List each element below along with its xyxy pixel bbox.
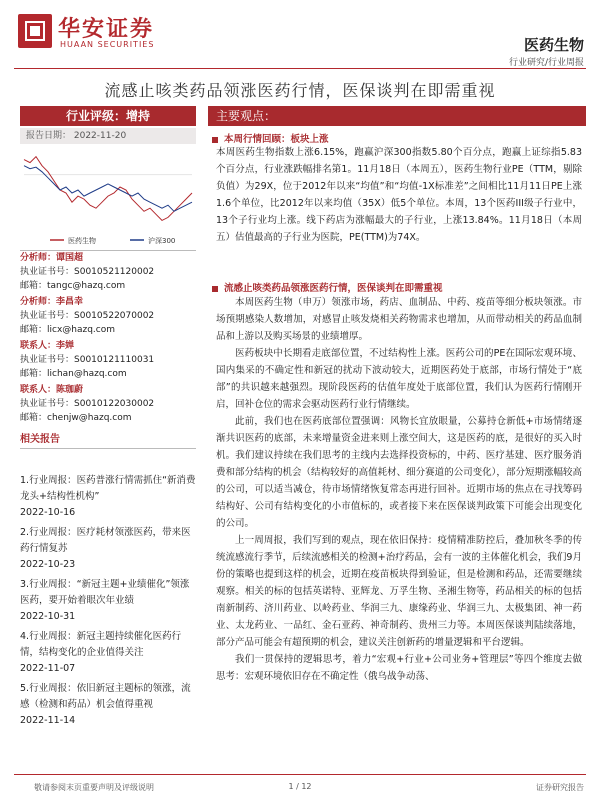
paragraph: 上一周周报，我们写到的观点，现在依旧保持：疫情精准防控后，叠加秋冬季的传统流感流行季节，后续流感相关的检测+治疗药品，会有一波的主体催化机会，我们9月份的策略也提到这样的机会，近期在疫苗板块得到验证，但是检测和药品，还需要继续观察。相关的标的包括英诺特、亚辉龙、万孚生物、圣湘生物等，药品相关的标的包括南新制药、济川药业、以岭药业、华润三九、康缘药业、华润三九、太极集团、神一药业、太龙药业、一品红、金石亚药、神奇制药、贵州三力等。本周医保谈判陆续落地，部分产品可能会有超预期的机会，建议关注创新药的增量逻辑和平台逻辑。 [216, 535, 582, 648]
analyst-email[interactable]: 邮箱：lichan@hazq.com [20, 369, 127, 379]
related-report-text: 5.行业周报：依旧新冠主题标的领涨，流感（检测和药品）机会值得重视 [20, 683, 191, 710]
paragraph: 本周医药生物（申万）领涨市场，药店、血制品、中药、疫苗等细分板块领涨。市场预期感染人数增加，对感冒止咳发烧相关药物需求也增加，从而带动相关的药品血制品和上游以及购买场景的业绩增厚。 [216, 297, 582, 342]
legend-label: 沪深300 [148, 237, 176, 245]
paragraph: 我们一贯保持的逻辑思考，着力“宏观+行业+公司业务+管理层”等四个维度去做思考：宏观环境依旧存在不确定性（俄乌战争动荡、 [216, 654, 582, 682]
bullet-square-icon [212, 286, 218, 292]
analyst-name: 分析师：李昌幸 [20, 297, 84, 307]
analyst-name: 分析师：谭国超 [20, 253, 84, 263]
section-body [216, 144, 582, 246]
logo-icon [18, 14, 52, 48]
section-body [216, 294, 582, 685]
section-heading [212, 131, 329, 145]
analyst-cert: 执业证书号：S0010521120002 [20, 267, 155, 277]
analyst-block [20, 340, 196, 381]
page-title: 流感止咳类药品领涨医药行情，医保谈判在即需重视 [104, 81, 496, 100]
report-type: 行业研究/行业周报 [508, 58, 584, 68]
related-report-text: 4.行业周报：新冠主题持续催化医药行情，结构变化的企业值得关注 [20, 631, 182, 658]
page-number: 1 / 12 [288, 782, 312, 791]
analyst-email[interactable]: 邮箱：tangc@hazq.com [20, 281, 126, 291]
bullet-square-icon [212, 137, 218, 143]
analyst-email[interactable]: 邮箱：chenjw@hazq.com [20, 413, 132, 423]
index-line-chart [20, 146, 196, 246]
paragraph: 本周医药生物指数上涨6.15%，跑赢沪深300指数5.80个百分点，跑赢上证综指5.83个百分点，行业涨跌幅排名第1。11月18日（本周五），医药生物行业PE（TTM，剔除负值）为29X，位于2012年以来“均值”和“均值-1X标准差”之间相比11月11日PE上涨1.6个单位，比2012年以来均值（35X）低5个单位。本周，13个医药III级子行业中，13个子行业均上涨。线下药店为涨幅最大的子行业，上涨13.84%。11月18日（本周五）估值最高的子行业为医院，PE(TTM)为74X。 [216, 147, 582, 243]
related-report-item[interactable] [20, 525, 196, 573]
paragraph: 此前，我们也在医药底部位置强调：风物长宜放眼量，公募持仓新低+市场情绪逐渐共识医药的底部，未来增量资金进来则上涨空间大，这是医药的底，是很好的买入时机。我们建议持续在我们思考的主线内去选择投资标的，中药、医疗基建、医疗服务消费和部分结构的机会（结构较好的高值耗材、细分赛道的公司变化），部分短期涨幅较高的公司，可以适当减仓，待市场情绪恢复常态再进行回补。近期市场的焦点在寻找筹码结构好、公司有结构变化的小市值标的，或者接下来在医保谈判政策下可能会出现变化的公司。 [216, 416, 582, 529]
series-line-0 [24, 157, 192, 221]
legend-label: 医药生物 [68, 237, 96, 245]
related-report-item[interactable] [20, 473, 196, 521]
disclaimer-note: 敬请参阅末页重要声明及评级说明 [34, 783, 154, 792]
footer-divider [14, 774, 586, 775]
analyst-block [20, 384, 196, 425]
report-category: 证券研究报告 [536, 783, 584, 792]
report-date [20, 128, 196, 144]
related-report-date: 2022-10-31 [20, 611, 76, 622]
related-title: 相关报告 [20, 430, 196, 449]
sidebar-divider [20, 250, 196, 251]
section-heading-text: 流感止咳类药品领涨医药行情，医保谈判在即需重视 [224, 283, 443, 294]
related-report-item[interactable] [20, 577, 196, 625]
main-points-bar [208, 106, 586, 126]
related-report-text: 2.行业周报：医疗耗材领涨医药，带来医药行情复苏 [20, 527, 191, 554]
rating-badge: 行业评级：增持 [20, 106, 196, 126]
analyst-block [20, 252, 196, 293]
section-heading-text: 本周行情回顾：板块上涨 [224, 134, 329, 145]
analyst-name: 联系人：陈珈蔚 [20, 385, 84, 395]
paragraph: 医药板块中长期看走底部位置，不过结构性上涨。医药公司的PE在国际宏观环境、国内集采的不确定性和新冠的扰动下波动较大，近期医药处于底部，市场行情处于“底部”的共识越来越强烈。现阶段医药的估值年度处于底部位置，我们认为医药行情刚开启，回补仓位的需求会驱动医药行业行情继续。 [216, 348, 582, 410]
analyst-email[interactable]: 邮箱：licx@hazq.com [20, 325, 116, 335]
analyst-name: 联系人：李婵 [20, 341, 75, 351]
logo-text: 华安证券 [58, 16, 155, 42]
analyst-cert: 执业证书号：S0010121110031 [20, 355, 155, 365]
related-report-text: 3.行业周报：“新冠主题+业绩催化”领涨医药，要开始着眼次年业绩 [20, 579, 190, 606]
related-report-text: 1.行业周报：医药普涨行情需抓住“新消费龙头+结构性机构” [20, 475, 196, 502]
analyst-block [20, 296, 196, 337]
related-report-date: 2022-10-23 [20, 559, 76, 570]
analyst-cert: 执业证书号：S0010522070002 [20, 311, 155, 321]
sector-name: 医药生物 [523, 36, 584, 54]
header-divider [14, 68, 586, 69]
main-points-label: 主要观点： [216, 109, 277, 123]
analyst-cert: 执业证书号：S0010122030002 [20, 399, 155, 409]
related-report-date: 2022-10-16 [20, 507, 76, 518]
series-line-1 [24, 166, 192, 212]
related-report-item[interactable] [20, 629, 196, 677]
related-report-item[interactable] [20, 681, 196, 729]
related-reports [20, 430, 196, 729]
analyst-list [20, 252, 196, 425]
related-report-date: 2022-11-14 [20, 715, 76, 726]
related-report-date: 2022-11-07 [20, 663, 76, 674]
report-date-text: 报告日期： 2022-11-20 [26, 131, 127, 141]
logo-english: HUAAN SECURITIES [60, 40, 155, 49]
section-heading [212, 280, 443, 294]
